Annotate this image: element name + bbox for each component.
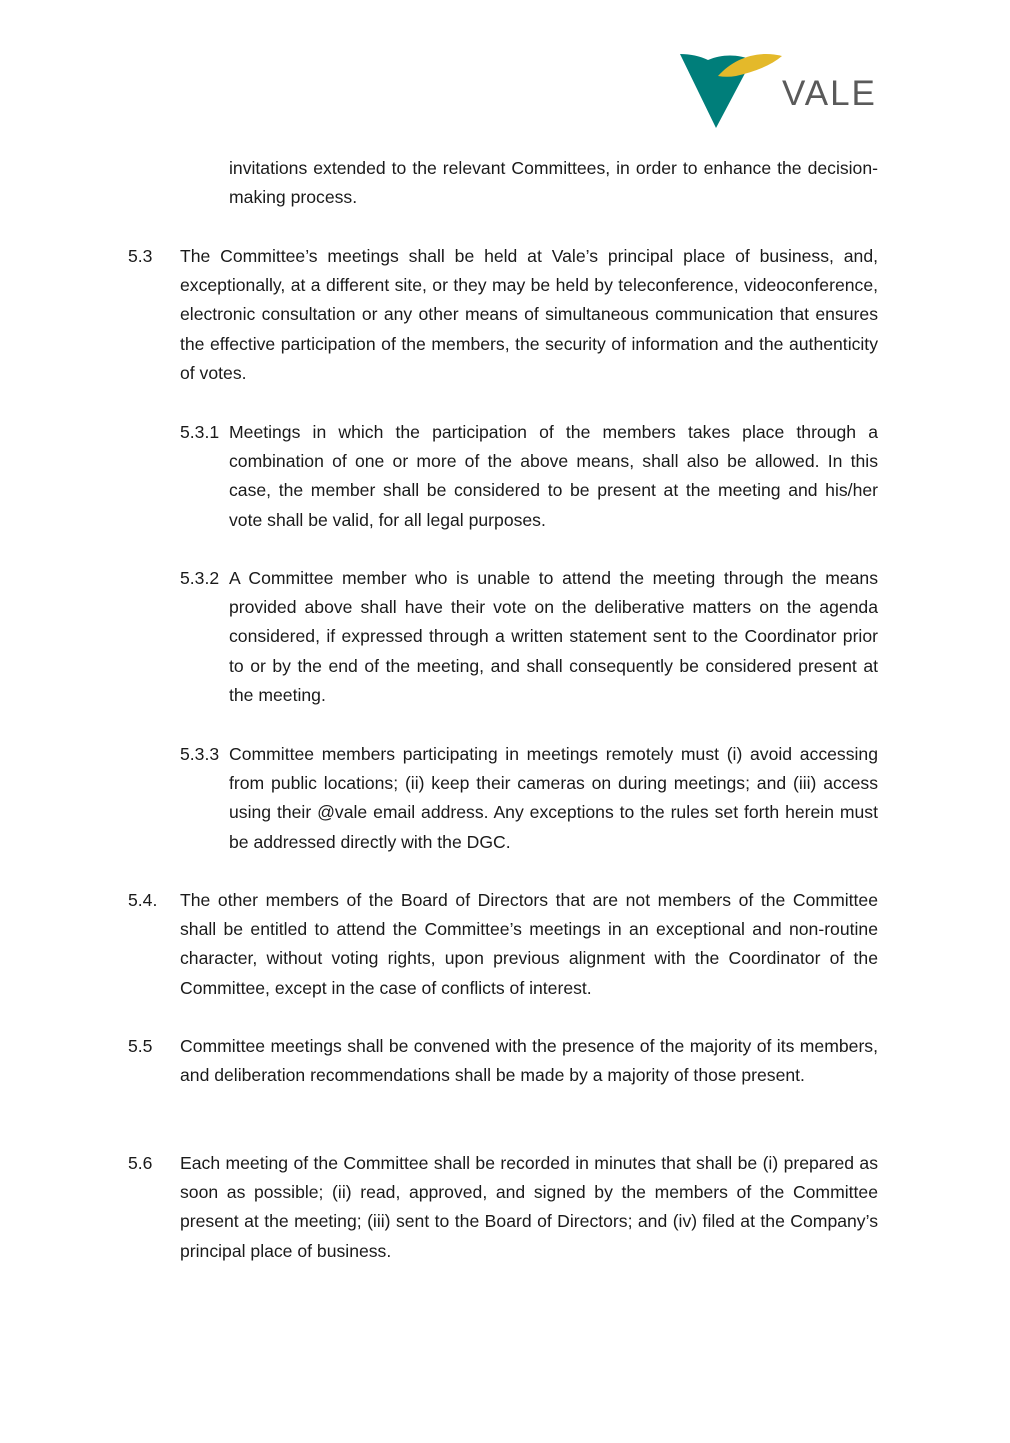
section-number: 5.6 bbox=[128, 1153, 153, 1173]
vale-logo-mark bbox=[678, 48, 788, 130]
section-text: Each meeting of the Committee shall be recorded in minutes that shall be (i) prepared as soon as possible; (ii) read, approved, and signed by the members of the Committee present at the meeting; (iii) sent to the Board of Directors; and (iv) filed at the Company’s principal place of business. bbox=[180, 1153, 878, 1261]
section-5-3-2 bbox=[180, 564, 878, 710]
section-text: Committee meetings shall be convened with the presence of the majority of its members, and deliberation recommendations shall be made by a majority of those present. bbox=[180, 1036, 878, 1086]
section-number: 5.3.3 bbox=[180, 744, 220, 764]
section-number: 5.4. bbox=[128, 890, 158, 910]
section-number: 5.3.2 bbox=[180, 568, 220, 588]
section-text: The other members of the Board of Directors that are not members of the Committee shall be entitled to attend the Committee’s meetings in an exceptional and non-routine character, without voting rights, upon previous alignment with the Coordinator of the Committee, except in the case of conflicts of interest. bbox=[180, 890, 878, 998]
section-5-6 bbox=[128, 1149, 878, 1266]
section-text: Committee members participating in meetings remotely must (i) avoid accessing from public locations; (ii) keep their cameras on during meetings; and (iii) access using their @vale email address. Any exceptions to the rules set forth herein must be addressed directly with the DGC. bbox=[229, 744, 878, 852]
section-text: Meetings in which the participation of the members takes place through a combination of one or more of the above means, shall also be allowed. In this case, the member shall be considered to be present at the meeting and his/her vote shall be valid, for all legal purposes. bbox=[229, 422, 878, 530]
vale-logo bbox=[678, 48, 882, 130]
section-5-3 bbox=[128, 242, 878, 388]
vale-wordmark: VALE bbox=[782, 74, 877, 113]
section-5-4 bbox=[128, 886, 878, 1003]
section-5-3-3 bbox=[180, 740, 878, 857]
section-number: 5.5 bbox=[128, 1036, 153, 1056]
section-5-3-1 bbox=[180, 418, 878, 535]
section-number: 5.3.1 bbox=[180, 422, 220, 442]
continuation-paragraph: invitations extended to the relevant Committees, in order to enhance the decision-making process. bbox=[229, 158, 878, 208]
section-number: 5.3 bbox=[128, 246, 153, 266]
section-text: A Committee member who is unable to attend the meeting through the means provided above shall have their vote on the deliberative matters on the agenda considered, if expressed through a written statement sent to the Coordinator prior to or by the end of the meeting, and shall consequently be considered present at the meeting. bbox=[229, 568, 878, 705]
section-text: The Committee’s meetings shall be held at Vale’s principal place of business, and, exceptionally, at a different site, or they may be held by teleconference, videoconference, electronic consultation or any other means of simultaneous communication that ensures the effective participation of the members, the security of information and the authenticity of votes. bbox=[180, 246, 878, 383]
section-5-5 bbox=[128, 1032, 878, 1090]
